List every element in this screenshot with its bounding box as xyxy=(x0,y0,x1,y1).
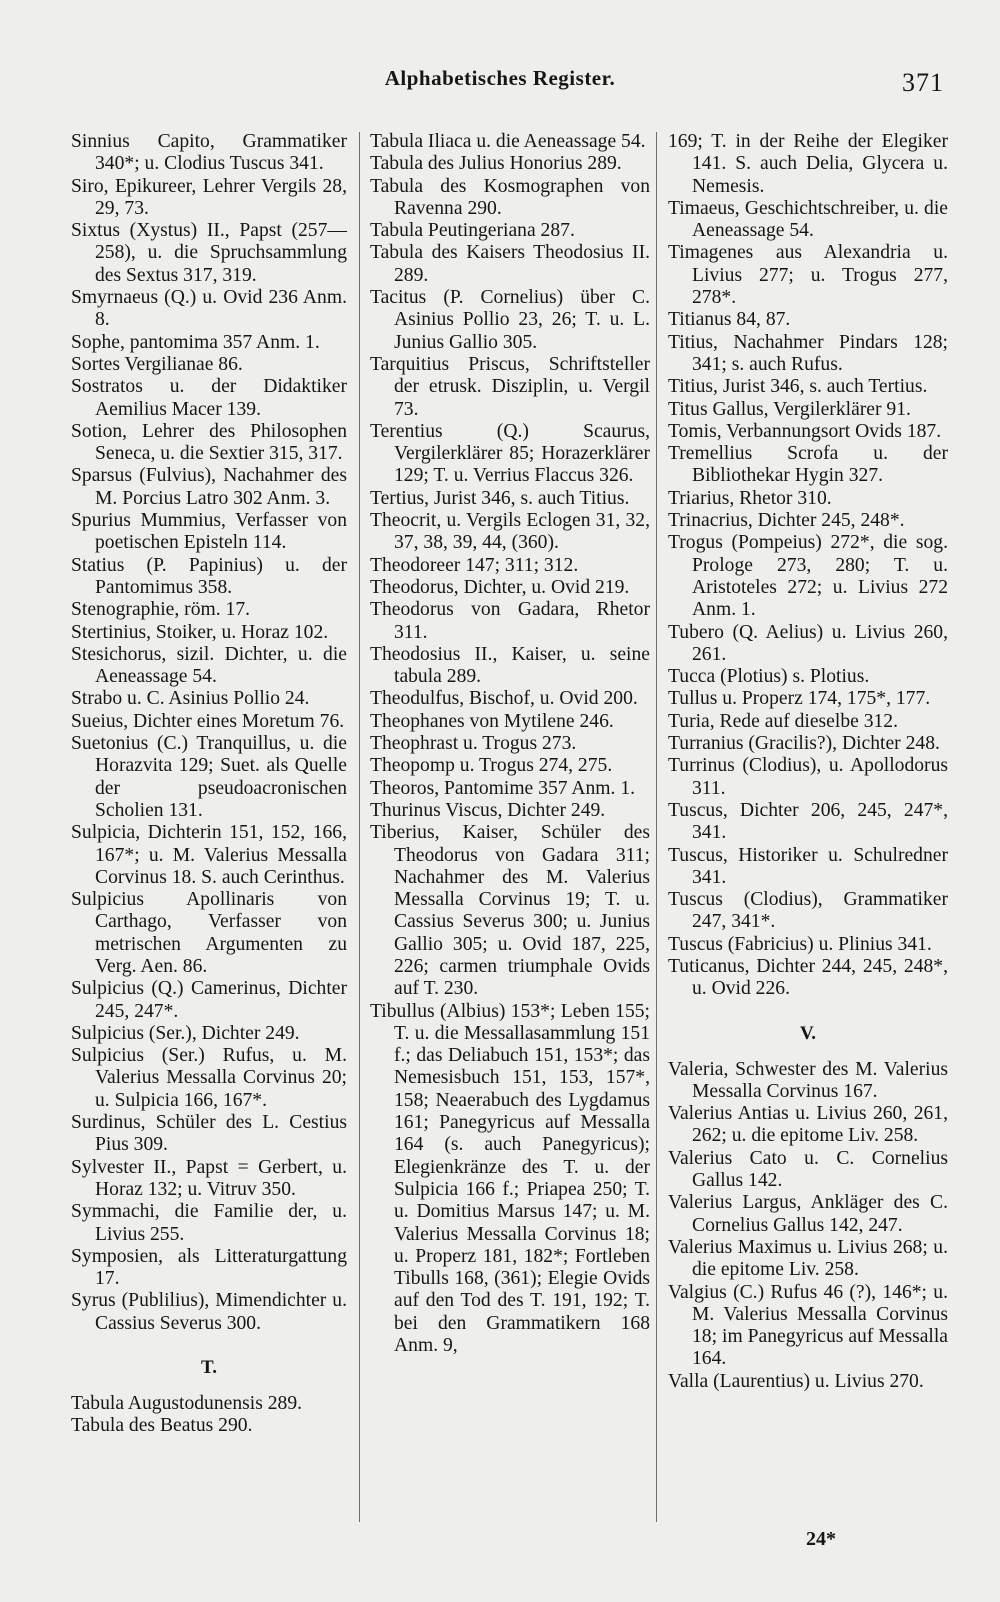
index-entry: Theopomp u. Trogus 274, 275. xyxy=(370,755,613,777)
index-entry: Tucca (Plotius) s. Plotius. xyxy=(668,666,870,688)
index-entry: Symmachi, die Familie der, u. Livius 255. xyxy=(71,1201,347,1245)
index-entry: Titius, Nachahmer Pindars 128; 341; s. auch Rufus. xyxy=(668,331,948,375)
index-entry: Tuscus (Clodius), Grammatiker 247, 341*. xyxy=(668,889,948,933)
index-entry: Sostratos u. der Didaktiker Aemilius Macer 139. xyxy=(71,376,347,420)
index-entry: Sylvester II., Papst = Gerbert, u. Horaz 132; u. Vitruv 350. xyxy=(71,1156,347,1200)
index-entry: Theophanes von Mytilene 246. xyxy=(370,710,614,732)
index-entry: Stesichorus, sizil. Dichter, u. die Aeneassage 54. xyxy=(71,643,347,688)
index-column-3 xyxy=(668,131,948,1393)
index-entry: Strabo u. C. Asinius Pollio 24. xyxy=(71,688,310,710)
index-entry: Statius (P. Papinius) u. der Pantomimus 358. xyxy=(71,554,347,598)
index-entry: Sortes Vergilianae 86. xyxy=(71,353,243,375)
index-entry: Theodosius II., Kaiser, u. seine tabula 289. xyxy=(370,643,650,688)
index-entry: Terentius (Q.) Scaurus, Vergilerklärer 85; Horazerklärer 129; T. u. Verrius Flaccus 326. xyxy=(370,420,650,487)
index-entry: Suetonius (C.) Tranquillus, u. die Horazvita 129; Suet. als Quelle der pseudoacronischen Scholien 131. xyxy=(71,733,347,821)
index-entry: Tuticanus, Dichter 244, 245, 248*, u. Ovid 226. xyxy=(668,955,948,1000)
index-entry: Tubero (Q. Aelius) u. Livius 260, 261. xyxy=(668,621,948,665)
letter-section-heading: V. xyxy=(799,1022,817,1044)
index-entry: Symposien, als Litteraturgattung 17. xyxy=(71,1245,347,1290)
index-entry: Stenographie, röm. 17. xyxy=(71,599,251,621)
index-entry: Sinnius Capito, Grammatiker 340*; u. Clodius Tuscus 341. xyxy=(71,131,347,175)
index-column-2 xyxy=(370,131,650,1357)
index-entry: Tarquitius Priscus, Schriftsteller der etrusk. Disziplin, u. Vergil 73. xyxy=(370,353,650,420)
index-entry: Sulpicius (Ser.) Rufus, u. M. Valerius Messalla Corvinus 20; u. Sulpicia 166, 167*. xyxy=(71,1045,347,1111)
letter-section-heading: T. xyxy=(200,1357,217,1379)
index-entry: Tabula Augustodunensis 289. xyxy=(71,1393,303,1415)
index-entry: Smyrnaeus (Q.) u. Ovid 236 Anm. 8. xyxy=(71,287,347,331)
index-entry: Triarius, Rhetor 310. xyxy=(668,487,832,509)
index-entry: Theodoreer 147; 311; 312. xyxy=(370,554,579,576)
index-entry: Sulpicius (Ser.), Dichter 249. xyxy=(71,1022,300,1044)
index-entry: Surdinus, Schüler des L. Cestius Pius 309. xyxy=(71,1112,347,1156)
index-entry: Theodorus, Dichter, u. Ovid 219. xyxy=(370,576,630,598)
index-entry: Trinacrius, Dichter 245, 248*. xyxy=(668,510,905,532)
index-entry: Titius, Jurist 346, s. auch Tertius. xyxy=(668,376,928,398)
index-entry: Theophrast u. Trogus 273. xyxy=(370,733,577,755)
index-entry: Tacitus (P. Cornelius) über C. Asinius Pollio 23, 26; T. u. L. Junius Gallio 305. xyxy=(370,287,650,353)
index-entry: Sulpicia, Dichterin 151, 152, 166, 167*; u. M. Valerius Messalla Corvinus 18. S. auch Cerinthus. xyxy=(71,822,347,888)
index-entry: Valeria, Schwester des M. Valerius Messalla Corvinus 167. xyxy=(668,1058,948,1102)
index-entry: Theodorus von Gadara, Rhetor 311. xyxy=(370,599,650,643)
index-entry: Tabula des Julius Honorius 289. xyxy=(370,153,622,175)
index-entry: Sixtus (Xystus) II., Papst (257—258), u. die Spruchsammlung des Sextus 317, 319. xyxy=(71,220,347,286)
index-entry: 169; T. in der Reihe der Elegiker 141. S. auch Delia, Glycera u. Nemesis. xyxy=(668,131,948,197)
index-entry: Tuscus (Fabricius) u. Plinius 341. xyxy=(668,933,932,955)
index-entry: Tabula Peutingeriana 287. xyxy=(370,220,575,242)
index-entry: Tabula Iliaca u. die Aeneassage 54. xyxy=(370,131,646,152)
index-entry: Titus Gallus, Vergilerklärer 91. xyxy=(668,398,911,420)
index-entry: Thurinus Viscus, Dichter 249. xyxy=(370,799,606,821)
index-entry: Trogus (Pompeius) 272*, die sog. Prologe 273, 280; T. u. Aristoteles 272; u. Livius 272 Anm. 1. xyxy=(668,532,948,621)
index-entry: Timaeus, Geschichtschreiber, u. die Aeneassage 54. xyxy=(668,197,948,242)
index-entry: Tabula des Beatus 290. xyxy=(71,1415,253,1437)
index-entry: Theodulfus, Bischof, u. Ovid 200. xyxy=(370,688,638,710)
index-entry: Tuscus, Dichter 206, 245, 247*, 341. xyxy=(668,799,948,844)
index-entry: Syrus (Publilius), Mimendichter u. Cassius Severus 300. xyxy=(71,1290,347,1334)
index-entry: Siro, Epikureer, Lehrer Vergils 28, 29, 73. xyxy=(71,175,347,219)
index-entry: Sulpicius (Q.) Camerinus, Dichter 245, 247*. xyxy=(71,978,347,1022)
index-entry: Tibullus (Albius) 153*; Leben 155; T. u. die Messallasammlung 151 f.; das Deliabuch 151, 153*; das Nemesisbuch 151, 153, 157*, 158; Neaerabuch des Lygdamus 161; Panegyricus auf Messalla 164 (s. auch Panegyricus); Elegienkränze des T. u. der Sulpicia 166 f.; Priapea 250; T. u. Domitius Marsus 147; u. M. Valerius Messalla Corvinus 18; u. Properz 181, 182*; Fortleben Tibulls 168, (361); Elegie Ovids auf den Tod des T. 191, 192; T. bei den Grammatikern 168 Anm. 9, xyxy=(370,1000,650,1357)
index-entry: Tremellius Scrofa u. der Bibliothekar Hygin 327. xyxy=(668,443,948,487)
index-entry: Valerius Maximus u. Livius 268; u. die epitome Liv. 258. xyxy=(668,1236,948,1281)
index-entry: Theocrit, u. Vergils Eclogen 31, 32, 37, 38, 39, 44, (360). xyxy=(370,510,650,554)
index-entry: Tabula des Kaisers Theodosius II. 289. xyxy=(370,242,650,286)
index-entry: Sophe, pantomima 357 Anm. 1. xyxy=(71,331,320,353)
index-entry: Turia, Rede auf dieselbe 312. xyxy=(668,710,898,732)
index-entry: Spurius Mummius, Verfasser von poetischen Episteln 114. xyxy=(71,510,347,554)
index-entry: Sotion, Lehrer des Philosophen Seneca, u. die Sextier 315, 317. xyxy=(71,420,347,465)
index-entry: Stertinius, Stoiker, u. Horaz 102. xyxy=(71,621,329,643)
index-entry: Tomis, Verbannungsort Ovids 187. xyxy=(668,420,942,442)
page-number: 371 xyxy=(902,68,944,97)
index-column-1 xyxy=(71,131,347,1438)
index-entry: Tertius, Jurist 346, s. auch Titius. xyxy=(370,487,630,509)
index-entry: Timagenes aus Alexandria u. Livius 277; u. Trogus 277, 278*. xyxy=(668,242,948,309)
index-entry: Sueius, Dichter eines Moretum 76. xyxy=(71,710,345,732)
index-entry: Turrinus (Clodius), u. Apollodorus 311. xyxy=(668,755,948,799)
index-entry: Valla (Laurentius) u. Livius 270. xyxy=(668,1370,924,1392)
index-entry: Turranius (Gracilis?), Dichter 248. xyxy=(668,733,940,755)
column-divider xyxy=(656,132,657,1522)
index-entry: Titianus 84, 87. xyxy=(668,309,791,331)
column-divider xyxy=(359,132,360,1522)
index-entry: Tabula des Kosmographen von Ravenna 290. xyxy=(370,175,650,219)
signature-mark: 24* xyxy=(806,1528,836,1550)
index-entry: Valerius Largus, Ankläger des C. Cornelius Gallus 142, 247. xyxy=(668,1192,948,1236)
index-entry: Tuscus, Historiker u. Schulredner 341. xyxy=(668,844,948,888)
index-entry: Valgius (C.) Rufus 46 (?), 146*; u. M. Valerius Messalla Corvinus 18; im Panegyricus auf Messalla 164. xyxy=(668,1281,948,1370)
index-entry: Tiberius, Kaiser, Schüler des Theodorus von Gadara 311; Nachahmer des M. Valerius Messalla Corvinus 19; T. u. Cassius Severus 300; u. Junius Gallio 305; u. Ovid 187, 225, 226; carmen triumphale Ovids auf T. 230. xyxy=(370,822,650,1000)
index-entry: Sulpicius Apollinaris von Carthago, Verfasser von metrischen Argumenten zu Verg. Aen. 86. xyxy=(71,889,347,977)
index-entry: Valerius Cato u. C. Cornelius Gallus 142. xyxy=(668,1147,948,1192)
index-entry: Tullus u. Properz 174, 175*, 177. xyxy=(668,688,931,710)
index-entry: Sparsus (Fulvius), Nachahmer des M. Porcius Latro 302 Anm. 3. xyxy=(71,465,347,509)
running-header-title: Alphabetisches Register. xyxy=(384,66,616,90)
index-entry: Theoros, Pantomime 357 Anm. 1. xyxy=(370,777,636,799)
index-entry: Valerius Antias u. Livius 260, 261, 262; u. die epitome Liv. 258. xyxy=(668,1103,948,1147)
